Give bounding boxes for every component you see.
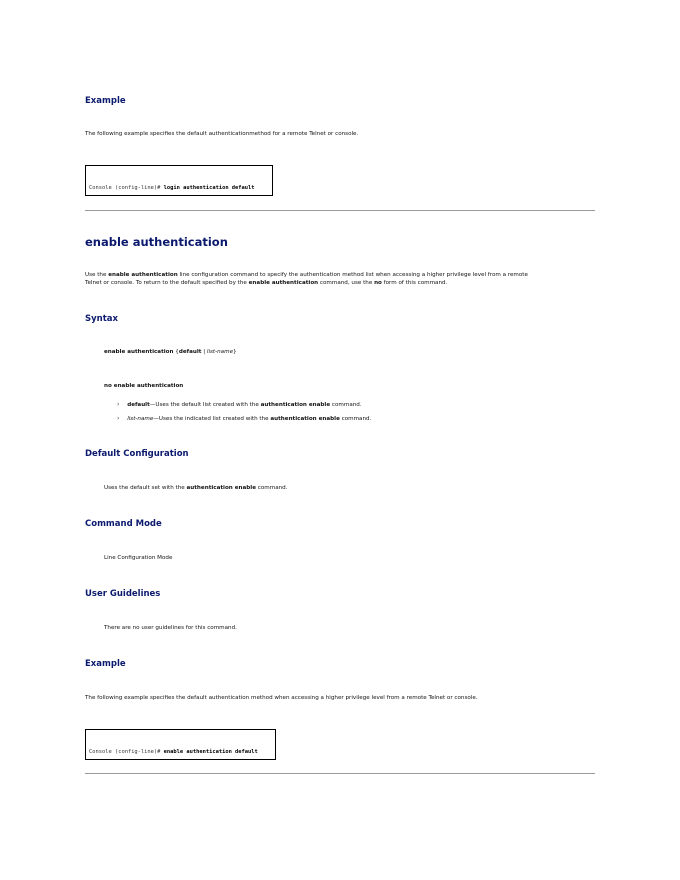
code-line — [89, 185, 255, 191]
syntax-no-command: no enable authentication — [104, 383, 184, 389]
syntax-heading: Syntax — [85, 314, 118, 324]
bullet-icon: › — [117, 401, 120, 408]
example-heading: Example — [85, 96, 126, 106]
code-line — [89, 749, 258, 755]
example-description: The following example specifies the default authentication method when accessing a higher privilege level from a remote Telnet or console. — [85, 695, 478, 701]
code-prompt: Console (config-line)# — [89, 185, 164, 191]
code-prompt: Console (config-line)# — [89, 749, 164, 755]
list-item: › list-name—Uses the indicated list created with the authentication enable command. — [117, 415, 372, 422]
section-divider — [85, 210, 595, 211]
user-guidelines-heading: User Guidelines — [85, 589, 161, 599]
example-description: The following example specifies the default authenticationmethod for a remote Telnet or console. — [85, 131, 359, 137]
command-mode-heading: Command Mode — [85, 519, 162, 529]
command-mode-text: Line Configuration Mode — [104, 555, 173, 561]
intro-paragraph: Use the enable authentication line configuration command to specify the authentication method list when accessing a higher privilege level from a remote Telnet or console. To return to the default specified by the enable authentication command, use the no form of this command. — [85, 272, 528, 286]
code-block — [85, 729, 276, 760]
code-command: enable authentication default — [163, 749, 258, 755]
page-title: enable authentication — [85, 235, 228, 249]
code-block — [85, 165, 273, 196]
default-config-text: Uses the default set with the authentication enable command. — [104, 485, 288, 491]
syntax-command: enable authentication {default | list-name} — [104, 349, 237, 355]
list-item: › default—Uses the default list created with the authentication enable command. — [117, 401, 362, 408]
bullet-icon: › — [117, 415, 120, 422]
default-config-heading: Default Configuration — [85, 449, 189, 459]
example-heading: Example — [85, 659, 126, 669]
section-divider — [85, 773, 595, 774]
user-guidelines-text: There are no user guidelines for this command. — [104, 625, 237, 631]
code-command: login authentication default — [163, 185, 255, 191]
